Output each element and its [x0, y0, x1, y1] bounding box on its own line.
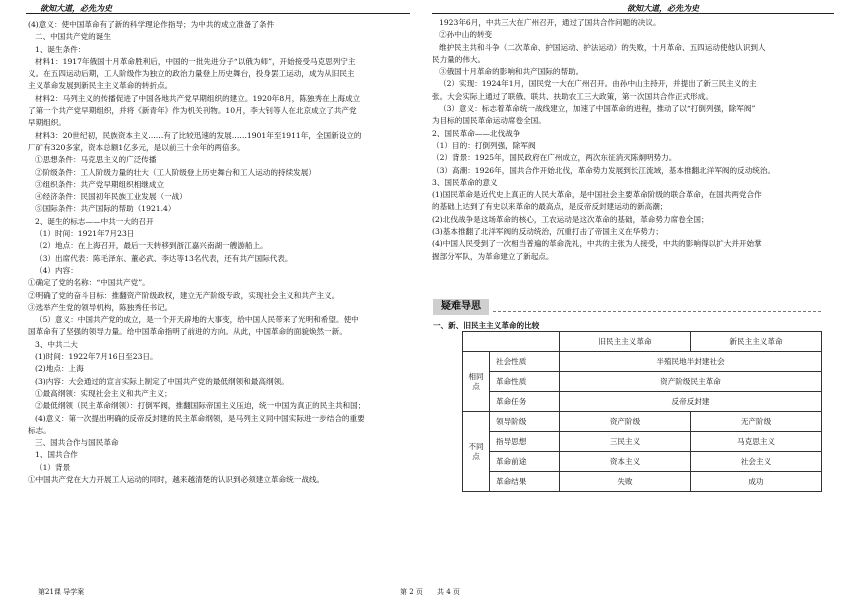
left-text-line: 二、中国共产党的诞生: [35, 32, 111, 42]
right-text-line: （3）高潮：1926年，国共合作开始北伐，革命势力发展到长江流域，基本推翻北洋军阀的反动统治。: [432, 165, 776, 175]
motto-right: 欲知大道，必先为史: [627, 3, 699, 13]
row-label: 革命前途: [490, 452, 560, 472]
row-old-value: 资本主义: [560, 452, 691, 472]
left-text-line: ③组织条件：共产党早期组织相继成立: [35, 179, 165, 189]
left-text-line: ①最高纲领：实现社会主义和共产主义；: [35, 388, 172, 398]
footer-page: 第 2 页: [400, 588, 423, 596]
row-new-value: 马克思主义: [691, 432, 822, 452]
left-text-line: 2、诞生的标志——中共一大的召开: [35, 216, 154, 226]
left-text-line: （3）出席代表：陈毛泽东、董必武、李达等13名代表，还有共产国际代表。: [35, 253, 293, 263]
left-text-line: ②阶级条件：工人阶级力量的壮大（工人阶级登上历史舞台和工人运动的持续发展）: [35, 167, 316, 177]
left-text-line: 三、国共合作与国民革命: [35, 438, 119, 448]
motto-left: 欲知大道，必先为史: [40, 3, 112, 13]
row-label: 革命任务: [490, 392, 560, 412]
table-row: [463, 392, 822, 412]
left-text-line: (4)意义：第一次提出明确的反帝反封建的民主革命纲领，是马列主义同中国实际进一步结合的重要: [35, 413, 365, 423]
guide-banner-title: 疑难导思: [433, 299, 489, 315]
right-text-line: (1)国民革命是近代史上真正的人民大革命，是中国社会主要革命阶级的联合革命，在国共两党合作: [432, 190, 762, 200]
table-row: [463, 472, 822, 492]
right-text-line: 的基础上达到了有史以来革命的最高点，是反帝反封建运动的新高潮；: [432, 202, 668, 212]
footer-lesson: 第21课 导学案: [38, 588, 85, 596]
row-new-value: 无产阶级: [691, 412, 822, 432]
left-column: [28, 19, 413, 486]
row-label: 指导思想: [490, 432, 560, 452]
right-text-line: (2)北伐战争是这场革命的核心，工农运动是这次革命的基础，革命势力席卷全国；: [432, 214, 709, 224]
left-text-line: ①确定了党的名称：“中国共产党”。: [28, 278, 150, 288]
table-row: [463, 372, 822, 392]
guide-banner: [433, 299, 821, 315]
header-rule-right: [432, 13, 834, 14]
right-text-line: 民力量的伟大。: [432, 54, 486, 64]
left-text-line: ②明确了党的奋斗目标：推翻资产阶级政权，建立无产阶级专政，实现社会主义和共产主义。: [28, 290, 340, 300]
right-text-line: ②孙中山的转变: [439, 30, 493, 40]
left-text-line: （1）时间：1921年7月23日: [35, 229, 135, 239]
left-text-line: 材料2：马列主义的传播促进了中国各地共产党早期组织的建立。1920年8月，陈独秀在上海成立: [35, 93, 361, 103]
row-old-value: 三民主义: [560, 432, 691, 452]
row-new-value: 成功: [691, 472, 822, 492]
left-text-line: 标志。: [28, 425, 51, 435]
left-text-line: (4)意义：使中国革命有了新的科学理论作指导；为中共的成立准备了条件: [28, 20, 275, 29]
table-row: [463, 352, 822, 372]
right-text-line: （1）目的：打倒列强，除军阀: [432, 140, 536, 150]
comparison-table: [462, 331, 822, 492]
left-text-line: ①中国共产党在大力开展工人运动的同时，越来越清楚的认识到必须建立革命统一战线。: [28, 474, 325, 484]
left-text-line: （4）内容：: [35, 265, 78, 275]
guide-banner-rule: [493, 311, 821, 312]
left-text-line: 主义革命发展到新民主主义革命的转折点。: [28, 81, 173, 91]
row-label: 社会性质: [490, 352, 560, 372]
row-old-value: 失败: [560, 472, 691, 492]
row-shared-value: 反帝反封建: [560, 392, 822, 412]
left-text-line: （5）意义：中国共产党的成立，是一个开天辟地的大事变，给中国人民带来了光明和希望。使中: [35, 315, 359, 325]
left-text-line: （2）地点：在上海召开，最后一天转移到浙江嘉兴南湖一艘游船上。: [35, 241, 268, 251]
row-label: 革命性质: [490, 372, 560, 392]
right-text-line: (4)中国人民受到了一次相当普遍的革命洗礼，中共的主张为人接受，中共的影响得以扩大并开始掌: [432, 239, 762, 249]
left-text-line: 厂矿有320多家，资本总额1亿多元，是以前三十余年的两倍多。: [28, 142, 245, 152]
right-text-line: 维护民主共和斗争（二次革命、护国运动、护法运动）的失败，十月革命、五四运动使他认识到人: [439, 42, 766, 52]
right-text-line: （2）背景：1925年，国民政府在广州成立，两次东征消灭陈炯明势力。: [432, 153, 677, 163]
row-new-value: 社会主义: [691, 452, 822, 472]
right-text-line: 握部分军队，为革命建立了新起点。: [432, 251, 554, 261]
left-text-line: ⑤国际条件：共产国际的帮助（1921.4）: [35, 204, 176, 214]
table-row: [463, 432, 822, 452]
left-text-line: (3)内容：大会通过的宣言实际上制定了中国共产党的最低纲领和最高纲领。: [35, 376, 289, 386]
left-text-line: 材料3：20世纪初，民族资本主义……有了比较迅速的发展……1901年至1911年，全国新设立的: [35, 130, 362, 140]
left-text-line: ④经济条件：民国初年民族工业发展（一战）: [35, 192, 187, 202]
row-shared-value: 资产阶级民主革命: [560, 372, 822, 392]
right-text-line: 1923年6月，中共三大在广州召开，通过了国共合作问题的决议。: [439, 18, 661, 27]
left-text-line: （1）背景: [35, 462, 71, 472]
left-text-line: 义。在五四运动后期，工人阶级作为独立的政治力量登上历史舞台，投身罢工运动，成为从旧民主: [28, 69, 355, 79]
left-text-line: 1、诞生条件：: [35, 44, 86, 54]
group-diff-label: 不同点: [463, 412, 490, 492]
table-header-row: [463, 332, 822, 352]
right-text-line: 2、国民革命——北伐战争: [432, 128, 521, 138]
right-text-line: (3)基本推翻了北洋军阀的反动统治，沉重打击了帝国主义在华势力；: [432, 227, 663, 237]
col-old-header: 旧民主主义革命: [560, 332, 691, 352]
right-text-line: 张。大会实际上通过了联俄、联共、扶助农工三大政策，第一次国共合作正式形成。: [432, 91, 713, 101]
table-corner-cell: [463, 332, 560, 352]
row-old-value: 资产阶级: [560, 412, 691, 432]
row-label: 革命结果: [490, 472, 560, 492]
header-rule-left: [26, 13, 410, 14]
col-new-header: 新民主主义革命: [691, 332, 822, 352]
table-row: [463, 452, 822, 472]
left-text-line: 材料1：1917年俄国十月革命胜利后，中国的一批先进分子“以俄为师”，开始接受马克思列宁主: [35, 56, 356, 66]
right-text-line: 为目标的国民革命运动席卷全国。: [432, 116, 546, 126]
row-shared-value: 半殖民地半封建社会: [560, 352, 822, 372]
right-text-line: 3、国民革命的意义: [432, 177, 498, 187]
group-same-label: 相同点: [463, 352, 490, 412]
left-text-line: (2)地点：上海: [35, 364, 84, 374]
table-row: [463, 412, 822, 432]
left-text-line: ①思想条件：马克思主义的广泛传播: [35, 155, 157, 165]
left-text-line: ③选举产生党的领导机构，陈独秀任书记。: [28, 302, 173, 312]
right-text-line: ③俄国十月革命的影响和共产国际的帮助。: [439, 67, 584, 77]
row-label: 领导阶级: [490, 412, 560, 432]
left-text-line: 国革命有了坚强的领导力量。给中国革命指明了前进的方向。从此，中国革命的面貌焕然一新。: [28, 327, 347, 337]
right-column: [432, 17, 837, 263]
right-text-line: （3）意义：标志着革命统一战线建立，加速了中国革命的进程，推动了以“打倒列强，除军阀”: [439, 104, 756, 114]
footer-total: 共 4 页: [437, 588, 460, 596]
left-text-line: 1、国共合作: [35, 450, 78, 460]
left-text-line: 3、中共二大: [35, 339, 78, 349]
left-text-line: ②最低纲领（民主革命纲领）：打倒军阀，推翻国际帝国主义压迫，统一中国为真正的民主共和国；: [35, 401, 366, 411]
left-text-line: 早期组织。: [28, 118, 66, 128]
left-text-line: 了第一个共产党早期组织，并将《新青年》作为机关刊物。10月，李大钊等人在北京成立了共产党: [28, 106, 357, 116]
comparison-title: 一、新、旧民主主义革命的比较: [433, 321, 540, 330]
right-text-line: （2）实现：1924年1月，国民党一大在广州召开。由孙中山主持开，并提出了新三民主义的主: [439, 79, 757, 89]
left-text-line: (1)时间：1922年7月16日至23日。: [35, 352, 158, 362]
